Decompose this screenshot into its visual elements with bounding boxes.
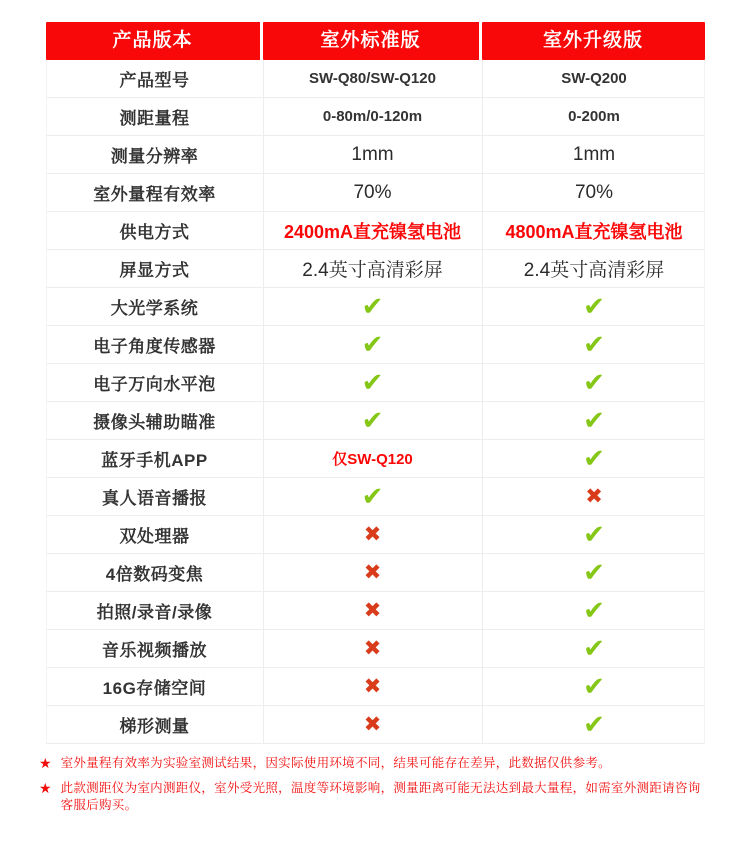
star-icon: ★ [39,755,52,771]
star-icon: ★ [39,780,52,796]
check-icon: ✔ [583,328,605,359]
cross-icon: ✖ [585,485,603,508]
cell-upgrade-value: 70% [574,181,614,203]
table-row [46,364,705,402]
check-icon: ✔ [264,326,483,363]
row-label: 16G存储空间 [47,668,264,705]
row-label: 电子万向水平泡 [47,364,264,401]
check-icon: ✔ [583,290,605,321]
check-icon: ✔ [583,708,605,739]
cell-upgrade-value: 1mm [572,143,616,165]
cell-upgrade-value: SW-Q200 [561,70,627,87]
header-cell-upgrade: 室外升级版 [482,22,705,60]
cell-upgrade-value: 4800mA直充镍氢电池 [505,221,683,242]
table-row [46,98,705,136]
footnote-line [39,755,711,772]
row-label: 拍照/录音/录像 [47,592,264,629]
row-label: 大光学系统 [47,288,264,325]
table-row [46,136,705,174]
table-row [46,630,705,668]
row-label: 音乐视频播放 [47,630,264,667]
cell-standard-value: 70% [264,174,483,211]
table-row [46,668,705,706]
table-row [46,554,705,592]
footnote-text: 室外量程有效率为实验室测试结果，因实际使用环境不同，结果可能存在差异，此数据仅供参考。 [60,756,611,770]
header-cell-version: 产品版本 [46,22,263,60]
footnote-text: 此款测距仪为室内测距仪，室外受光照，温度等环境影响，测量距离可能无法达到最大量程，如需室外测距请咨询客服后购买。 [60,781,701,812]
table-row [46,250,705,288]
cross-icon: ✖ [264,668,483,705]
cell-standard-value: 1mm [264,136,483,173]
row-label: 电子角度传感器 [47,326,264,363]
check-icon: ✔ [583,442,605,473]
row-label: 屏显方式 [47,250,264,287]
row-label: 供电方式 [47,212,264,249]
cell-standard-value: 2400mA直充镍氢电池 [264,212,483,249]
table-row [46,440,705,478]
check-icon: ✔ [583,670,605,701]
check-icon: ✔ [583,518,605,549]
product-comparison-table [46,22,705,744]
row-label: 梯形测量 [47,706,264,743]
check-icon: ✔ [583,594,605,625]
row-label: 测距量程 [47,98,264,135]
check-icon: ✔ [264,478,483,515]
table-row [46,706,705,744]
table-row [46,592,705,630]
row-label: 4倍数码变焦 [47,554,264,591]
check-icon: ✔ [583,366,605,397]
row-label: 摄像头辅助瞄准 [47,402,264,439]
cell-standard-value: 2.4英寸高清彩屏 [264,250,483,287]
check-icon: ✔ [583,404,605,435]
row-label: 室外量程有效率 [47,174,264,211]
table-row [46,174,705,212]
cell-upgrade-value: 0-200m [568,108,620,125]
header-cell-standard: 室外标准版 [263,22,482,60]
cell-standard-value: 仅SW-Q120 [264,440,483,477]
row-label: 蓝牙手机APP [47,440,264,477]
table-row [46,288,705,326]
row-label: 测量分辨率 [47,136,264,173]
row-label: 真人语音播报 [47,478,264,515]
cross-icon: ✖ [264,516,483,553]
cross-icon: ✖ [264,554,483,591]
cell-standard-value: SW-Q80/SW-Q120 [264,60,483,97]
row-label: 双处理器 [47,516,264,553]
table-row [46,60,705,98]
check-icon: ✔ [583,632,605,663]
check-icon: ✔ [264,402,483,439]
check-icon: ✔ [264,288,483,325]
cross-icon: ✖ [264,592,483,629]
footnote-line [39,780,711,814]
cross-icon: ✖ [264,706,483,743]
cell-standard-value: 0-80m/0-120m [264,98,483,135]
table-row [46,326,705,364]
check-icon: ✔ [583,556,605,587]
footnotes [39,755,711,814]
table-row [46,478,705,516]
cell-upgrade-value: 2.4英寸高清彩屏 [523,260,665,281]
table-row [46,402,705,440]
check-icon: ✔ [264,364,483,401]
cross-icon: ✖ [264,630,483,667]
table-row [46,212,705,250]
table-header-row [46,22,705,60]
row-label: 产品型号 [47,60,264,97]
table-row [46,516,705,554]
